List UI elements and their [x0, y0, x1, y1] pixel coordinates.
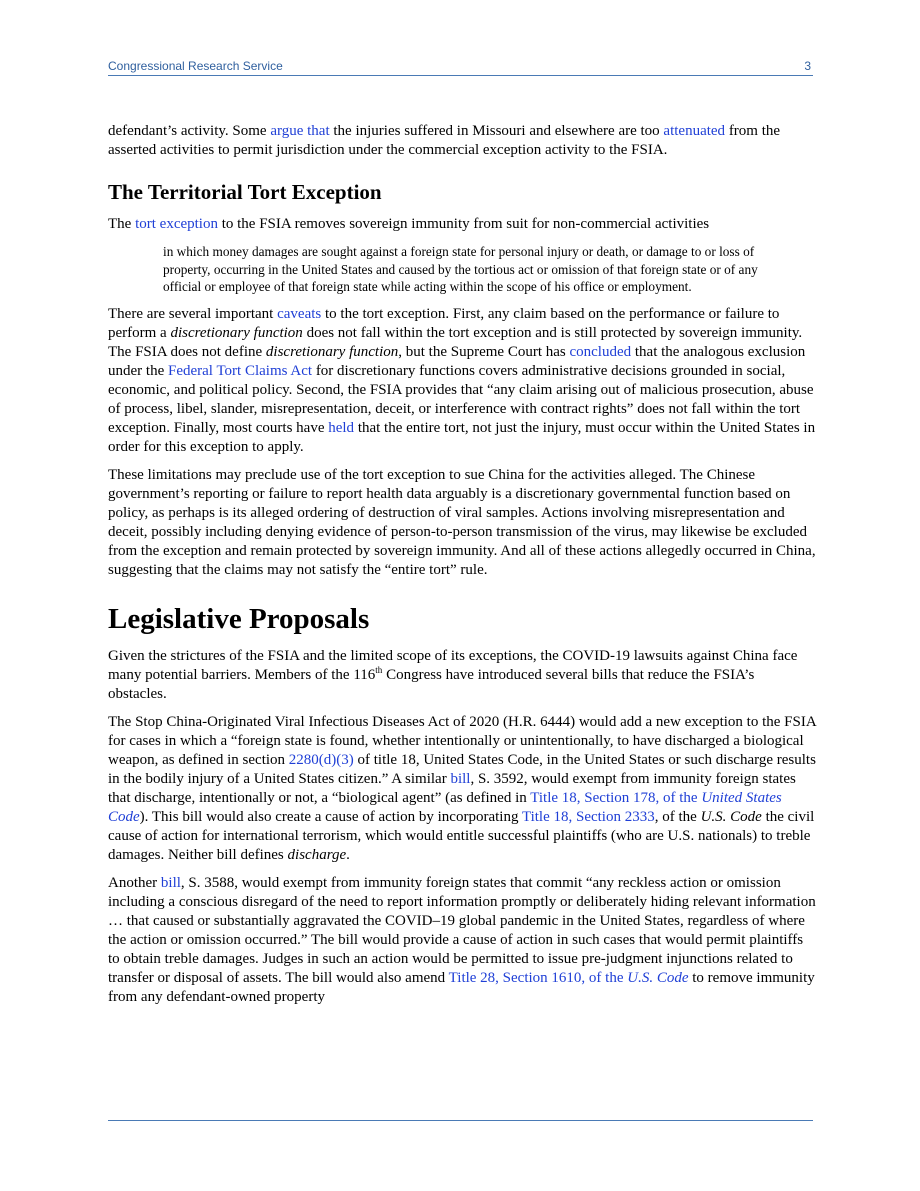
header-org: Congressional Research Service — [108, 59, 283, 73]
page-number: 3 — [804, 59, 811, 73]
link-attenuated[interactable]: attenuated — [663, 123, 726, 139]
link-bill-s3592[interactable]: bill — [450, 771, 471, 788]
block-quote: in which money damages are sought against a foreign state for personal injury or death, or damage to or loss of property, occurring in the United States and caused by the tortious act or omission of that foreign state or of any official or employee of that foreign state while acting within the scope of his office or employment. — [163, 244, 758, 295]
paragraph-caveats: There are several important caveats to the tort exception. First, any claim based on the performance or failure to perform a discretionary function does not fall within the tort exception and is still protected by sovereign immunity. The FSIA does not define discretionary function, but the Supreme Court has concluded that the analogous exclusion under the Federal Tort Claims Act for discretionary functions covers administrative decisions grounded in social, economic, and political policy. Second, the FSIA provides that “any claim arising out of malicious prosecution, abuse of process, libel, slander, misrepresentation, deceit, or interference with contract rights” does not fall within the tort exception. Finally, most courts have held that the entire tort, not just the injury, must occur within the United States in order for this exception to apply. — [108, 306, 816, 456]
link-federal-tort-claims-act[interactable]: Federal Tort Claims Act — [167, 363, 313, 380]
paragraph-limitations: These limitations may preclude use of the tort exception to sue China for the activities alleged. The Chinese government’s reporting or failure to report health data arguably is a discretionary governmental function based on policy, as perhaps is its alleged ordering of destruction of viral samples. Actions involving misrepresentation and deceit, possibly including denying evidence of person-to-person transmission of the virus, may likewise be excluded from the exception and remain protected by sovereign immunity. And all of these actions allegedly occurred in China, suggesting that the claims may not satisfy the “entire tort” rule. — [108, 467, 816, 579]
heading-legislative-proposals: Legislative Proposals — [108, 603, 370, 636]
footer-rule — [108, 1120, 813, 1121]
link-bill-s3588[interactable]: bill — [160, 875, 181, 892]
link-argue-that[interactable]: argue that — [270, 123, 330, 139]
paragraph-stop-china-act: The Stop China-Originated Viral Infectious Diseases Act of 2020 (H.R. 6444) would add a new exception to the FSIA for cases in which a “foreign state is found, whether intentionally or unintentionally, to have discharged a biological weapon, as defined in section 2280(d)(3) of title 18, United States Code, in the United States or such discharge results in the bodily injury of a United States citizen.” A similar bill, S. 3592, would exempt from immunity foreign states that discharge, intentionally or not, a “biological agent” (as defined in Title 18, Section 178, of the United States Code). This bill would also create a cause of action by incorporating Title 18, Section 2333, of the U.S. Code the civil cause of action for international terrorism, which would entitle successful plaintiffs (who are U.S. nationals) to treble damages. Neither bill defines discharge. — [108, 714, 816, 864]
link-2280d3[interactable]: 2280(d)(3) — [288, 752, 354, 769]
heading-territorial-tort: The Territorial Tort Exception — [108, 180, 382, 204]
running-header — [108, 58, 813, 76]
link-held[interactable]: held — [328, 420, 355, 437]
link-caveats[interactable]: caveats — [277, 306, 322, 323]
paragraph-jurisdiction: defendant’s activity. Some argue that the injuries suffered in Missouri and elsewhere are too attenuated from the asserted activities to permit jurisdiction under the commercial exception activity to the FSIA. — [108, 123, 781, 158]
paragraph-s3588: Another bill, S. 3588, would exempt from immunity foreign states that commit “any reckless action or omission including a conscious disregard of the need to report information promptly or deliberately hiding relevant information … that caused or substantially aggravated the COVID–19 global pandemic in the United States, regardless of where the action or omission occurred.” The bill would provide a cause of action in such cases that would permit plaintiffs to obtain treble damages. Judges in such an action would be permitted to issue pre-judgment injunctions related to transfer or disposal of assets. The bill would also amend Title 28, Section 1610, of the U.S. Code to remove immunity from any defendant-owned property — [108, 875, 816, 1006]
paragraph-strictures: Given the strictures of the FSIA and the limited scope of its exceptions, the COVID-19 lawsuits against China face many potential barriers. Members of the 116th Congress have introduced several bills that reduce the FSIA’s obstacles. — [108, 648, 798, 703]
link-tort-exception[interactable]: tort exception — [135, 216, 218, 232]
paragraph-tort-intro: The tort exception to the FSIA removes sovereign immunity from suit for non-commercial activities — [108, 216, 710, 232]
link-title18-section2333[interactable]: Title 18, Section 2333 — [521, 809, 655, 826]
document-body — [108, 122, 816, 1016]
link-concluded[interactable]: concluded — [569, 344, 632, 361]
link-title18-section178[interactable]: Title 18, Section 178, of the United States Code — [108, 790, 782, 826]
link-title28-section1610[interactable]: Title 28, Section 1610, of the U.S. Code — [448, 970, 689, 987]
